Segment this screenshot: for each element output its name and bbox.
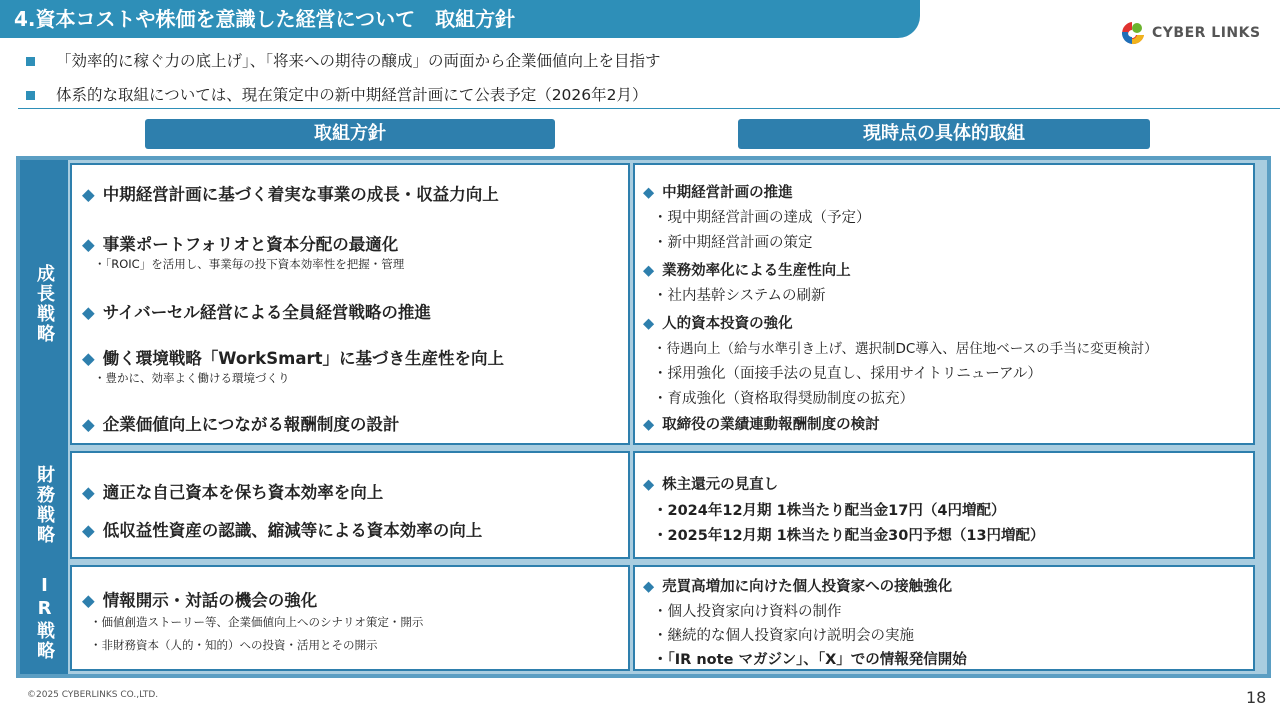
diamond-bullet-icon: ◆ — [643, 185, 655, 201]
initiative-subitem: ・2024年12月期 1株当たり配当金17円（4円増配） — [653, 503, 1006, 519]
policy-subitem: ・「ROIC」を活用し、事業毎の投下資本効率性を把握・管理 — [94, 257, 405, 271]
summary-bullet-text: 「効率的に稼ぐ力の底上げ」、「将来への期待の醸成」の両面から企業価値向上を目指す — [56, 52, 661, 70]
initiative-subitem: ・社内基幹システムの刷新 — [653, 288, 826, 304]
initiative-item: ◆ 中期経営計画の推進 — [643, 185, 793, 201]
diamond-bullet-icon: ◆ — [82, 415, 95, 434]
cyberlinks-logo-icon — [1118, 18, 1148, 48]
initiative-subitem: ・「IR note マガジン」、「X」での情報発信開始 — [653, 652, 967, 668]
column-header-initiatives: 現時点の具体的取組 — [738, 119, 1150, 149]
column-header-policy: 取組方針 — [145, 119, 555, 149]
diamond-bullet-icon: ◆ — [82, 521, 95, 540]
summary-bullet-text: 体系的な取組については、現在策定中の新中期経営計画にて公表予定（2026年2月） — [56, 86, 648, 104]
section-label: 財務戦略 — [20, 448, 68, 562]
finance-policy-cell — [70, 451, 630, 559]
initiative-subitem: ・待遇向上（給与水準引き上げ、選択制DC導入、居住地ベースの手当に変更検討） — [653, 341, 1158, 357]
policy-subitem: ・非財務資本（人的・知的）への投資・活用とその開示 — [90, 638, 378, 652]
policy-item: ◆ 働く環境戦略「WorkSmart」に基づき生産性を向上 — [82, 349, 504, 368]
policy-item: ◆ 適正な自己資本を保ち資本効率を向上 — [82, 483, 384, 502]
page-number: 18 — [1246, 688, 1267, 707]
policy-item: ◆ 低収益性資産の認識、縮減等による資本効率の向上 — [82, 521, 483, 540]
initiative-item: ◆ 人的資本投資の強化 — [643, 316, 793, 332]
company-logo — [1118, 18, 1268, 48]
summary-bullets — [26, 44, 926, 112]
ir-initiatives-cell — [633, 565, 1255, 671]
summary-bullet — [26, 44, 926, 78]
initiative-subitem: ・継続的な個人投資家向け説明会の実施 — [653, 628, 914, 644]
diamond-bullet-icon: ◆ — [82, 185, 95, 204]
ir-policy-cell — [70, 565, 630, 671]
copyright: ©2025 CYBERLINKS CO.,LTD. — [27, 690, 159, 700]
initiative-item: ◆ 取締役の業績連動報酬制度の検討 — [643, 417, 880, 433]
initiative-subitem: ・個人投資家向け資料の制作 — [653, 604, 842, 620]
section-label: IR戦略 — [20, 562, 68, 674]
section-ir — [20, 562, 1267, 674]
initiative-item: ◆ 株主還元の見直し — [643, 477, 779, 493]
logo-wordmark: CYBER LINKS — [1152, 25, 1261, 41]
policy-item: ◆ サイバーセル経営による全員経営戦略の推進 — [82, 303, 431, 322]
diamond-bullet-icon: ◆ — [643, 316, 655, 332]
policy-subitem: ・豊かに、効率よく働ける環境づくり — [94, 371, 290, 385]
section-growth — [20, 160, 1267, 448]
divider — [18, 108, 1280, 109]
diamond-bullet-icon: ◆ — [643, 477, 655, 493]
diamond-bullet-icon: ◆ — [643, 579, 655, 595]
slide-title: 4.資本コストや株価を意識した経営について 取組方針 — [0, 0, 920, 38]
section-finance — [20, 448, 1267, 562]
diamond-bullet-icon: ◆ — [82, 349, 95, 368]
initiative-subitem: ・現中期経営計画の達成（予定） — [653, 210, 871, 226]
policy-item: ◆ 事業ポートフォリオと資本分配の最適化 — [82, 235, 399, 254]
initiative-subitem: ・育成強化（資格取得奨励制度の拡充） — [653, 391, 914, 407]
finance-initiatives-cell — [633, 451, 1255, 559]
strategy-table — [16, 156, 1271, 678]
square-bullet-icon — [26, 91, 35, 100]
policy-item: ◆ 企業価値向上につながる報酬制度の設計 — [82, 415, 400, 434]
initiative-item: ◆ 売買高増加に向けた個人投資家への接触強化 — [643, 579, 953, 595]
diamond-bullet-icon: ◆ — [643, 417, 655, 433]
initiative-subitem: ・2025年12月期 1株当たり配当金30円予想（13円増配） — [653, 528, 1045, 544]
diamond-bullet-icon: ◆ — [82, 303, 95, 322]
policy-item: ◆ 中期経営計画に基づく着実な事業の成長・収益力向上 — [82, 185, 499, 204]
square-bullet-icon — [26, 57, 35, 66]
policy-subitem: ・価値創造ストーリー等、企業価値向上へのシナリオ策定・開示 — [90, 615, 424, 629]
summary-bullet — [26, 78, 926, 112]
diamond-bullet-icon: ◆ — [82, 235, 95, 254]
section-label: 成長戦略 — [20, 160, 68, 448]
initiative-subitem: ・採用強化（面接手法の見直し、採用サイトリニューアル） — [653, 366, 1042, 382]
initiative-item: ◆ 業務効率化による生産性向上 — [643, 263, 851, 279]
policy-item: ◆ 情報開示・対話の機会の強化 — [82, 591, 318, 610]
growth-initiatives-cell — [633, 163, 1255, 445]
diamond-bullet-icon: ◆ — [643, 263, 655, 279]
diamond-bullet-icon: ◆ — [82, 591, 95, 610]
growth-policy-cell — [70, 163, 630, 445]
diamond-bullet-icon: ◆ — [82, 483, 95, 502]
initiative-subitem: ・新中期経営計画の策定 — [653, 235, 813, 251]
strategy-table-body — [20, 160, 1267, 674]
